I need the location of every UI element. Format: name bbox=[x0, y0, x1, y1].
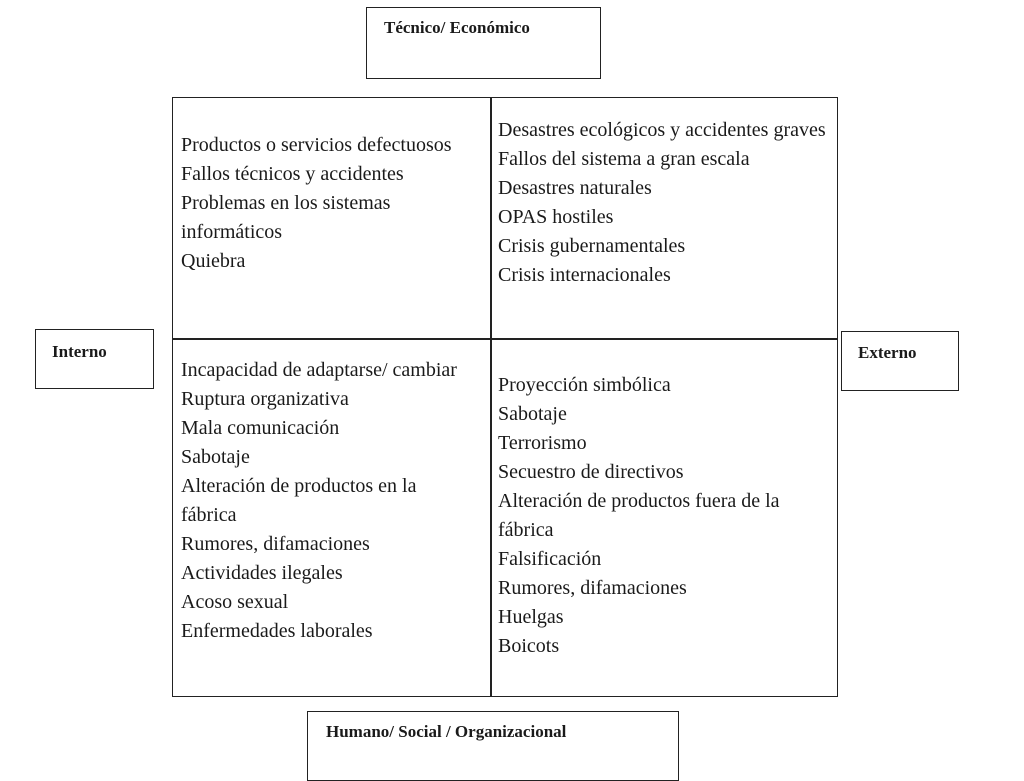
axis-label-externo: Externo bbox=[858, 343, 917, 362]
list-item: Alteración de productos fuera de la fábrica bbox=[498, 490, 780, 541]
list-item: Secuestro de directivos bbox=[498, 461, 684, 483]
vertical-divider bbox=[490, 98, 492, 696]
list-item: Sabotaje bbox=[181, 446, 250, 468]
list-item: Productos o servicios defectuosos bbox=[181, 134, 452, 156]
quadrant-internal-technical bbox=[181, 131, 476, 276]
list-item: Crisis internacionales bbox=[498, 264, 671, 286]
list-item: Fallos técnicos y accidentes bbox=[181, 163, 404, 185]
list-item: Proyección simbólica bbox=[498, 374, 671, 396]
list-item: Huelgas bbox=[498, 606, 564, 628]
axis-box-bottom bbox=[307, 711, 679, 781]
list-item: Acoso sexual bbox=[181, 591, 289, 613]
list-item: Terrorismo bbox=[498, 432, 587, 454]
horizontal-divider bbox=[173, 338, 837, 340]
list-item: Fallos del sistema a gran escala bbox=[498, 148, 750, 170]
list-item: Boicots bbox=[498, 635, 560, 657]
quadrant-external-human bbox=[498, 371, 833, 661]
axis-box-left bbox=[35, 329, 154, 389]
axis-label-interno: Interno bbox=[52, 342, 107, 361]
axis-box-top bbox=[366, 7, 601, 79]
list-item: Desastres naturales bbox=[498, 177, 652, 199]
list-item: Quiebra bbox=[181, 250, 246, 272]
axis-label-humano-social-organizacional: Humano/ Social / Organizacional bbox=[326, 722, 567, 741]
axis-box-right bbox=[841, 331, 959, 391]
crisis-matrix bbox=[172, 97, 838, 697]
list-item: Falsificación bbox=[498, 548, 602, 570]
list-item: Problemas en los sistemas informáticos bbox=[181, 192, 391, 243]
list-item: Actividades ilegales bbox=[181, 562, 343, 584]
list-item: Desastres ecológicos y accidentes graves bbox=[498, 119, 826, 141]
list-item: Enfermedades laborales bbox=[181, 620, 373, 642]
list-item: Mala comunicación bbox=[181, 417, 340, 439]
list-item: Rumores, difamaciones bbox=[181, 533, 370, 555]
quadrant-internal-human bbox=[181, 356, 476, 646]
list-item: Crisis gubernamentales bbox=[498, 235, 686, 257]
list-item: OPAS hostiles bbox=[498, 206, 614, 228]
list-item: Incapacidad de adaptarse/ cambiar bbox=[181, 359, 457, 381]
axis-label-tecnico-economico: Técnico/ Económico bbox=[384, 18, 530, 37]
list-item: Rumores, difamaciones bbox=[498, 577, 687, 599]
list-item: Sabotaje bbox=[498, 403, 567, 425]
quadrant-external-technical bbox=[498, 116, 833, 290]
list-item: Ruptura organizativa bbox=[181, 388, 349, 410]
list-item: Alteración de productos en la fábrica bbox=[181, 475, 417, 526]
